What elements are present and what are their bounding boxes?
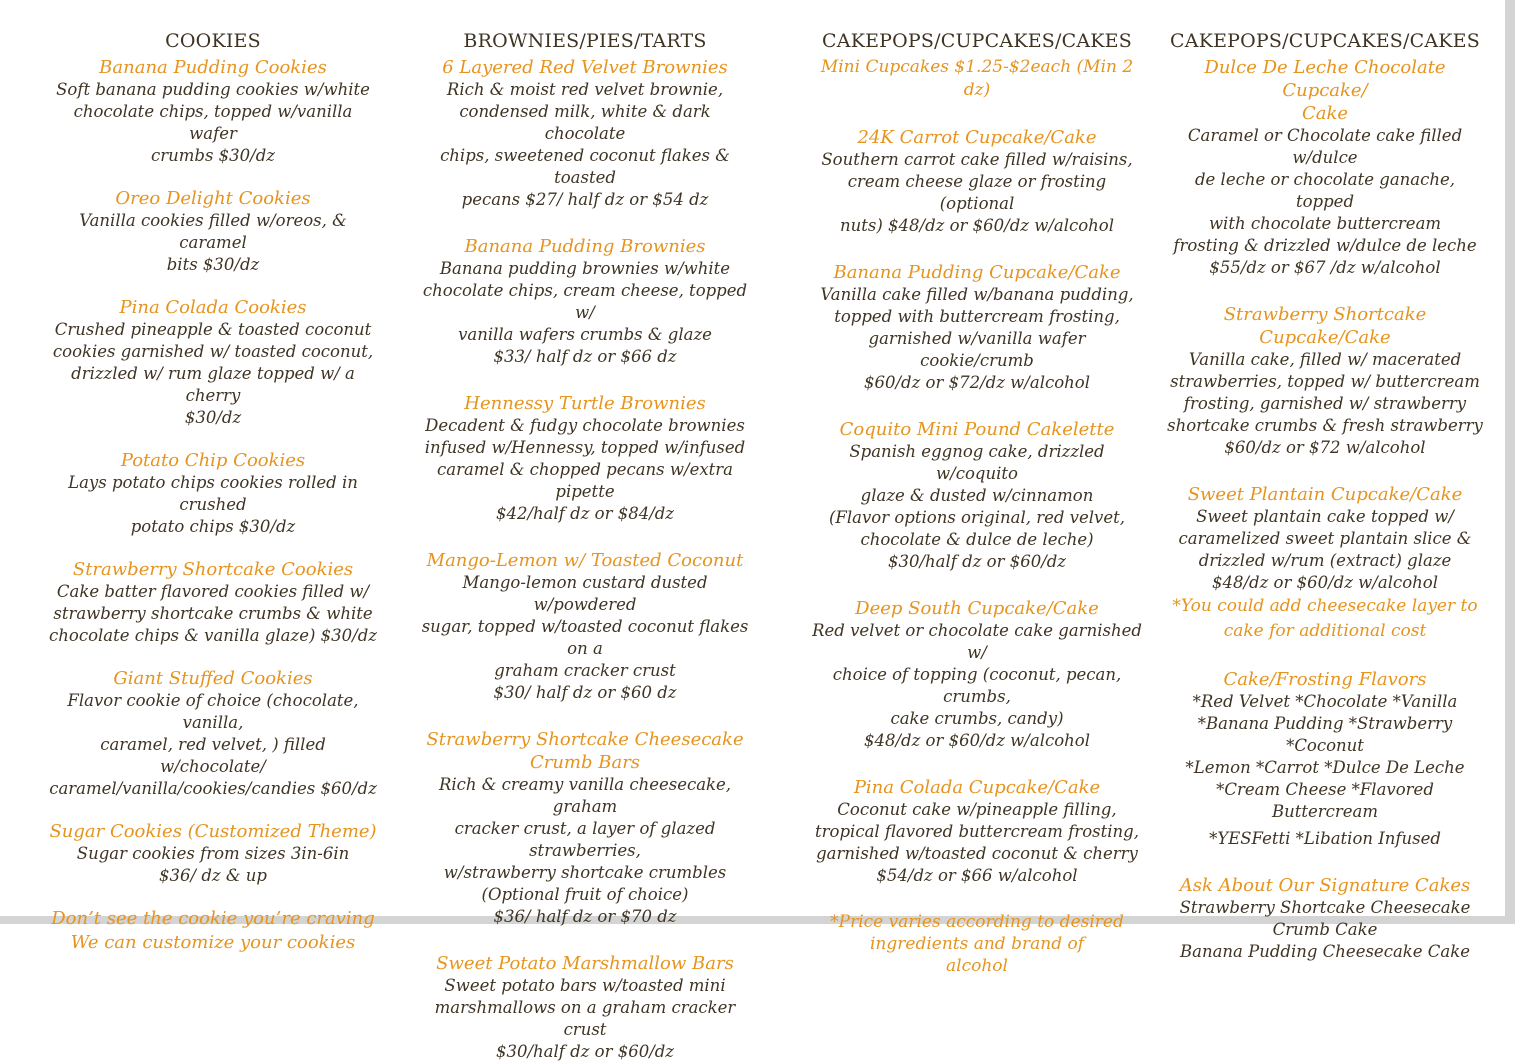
section-heading: BROWNIES/PIES/TARTS [463, 30, 707, 52]
column-cupcakes-1 [812, 26, 1142, 977]
flavors-title: Cake/Frosting Flavors [1223, 669, 1427, 690]
item-description: Cake batter flavored cookies filled w/ strawberry shortcake crumbs & white chocolate chips & vanilla glaze) $30/dz [49, 582, 377, 645]
item-title: Sweet Potato Marshmallow Bars [436, 953, 734, 974]
item-description: Soft banana pudding cookies w/white chocolate chips, topped w/vanilla wafer crumbs $30/dz [56, 80, 370, 165]
signature-title: Ask About Our Signature Cakes [1179, 875, 1471, 896]
column-cookies [48, 26, 378, 955]
item-title: Hennessy Turtle Brownies [464, 393, 706, 414]
item-title: 24K Carrot Cupcake/Cake [857, 127, 1097, 148]
item-title: Banana Pudding Cupcake/Cake [833, 262, 1121, 283]
item-title: Strawberry Shortcake Cheesecake Crumb Bars [426, 729, 744, 773]
item-title: Deep South Cupcake/Cake [855, 598, 1099, 619]
item-title: Pina Colada Cupcake/Cake [853, 777, 1101, 798]
flavors-list: *Red Velvet *Chocolate *Vanilla *Banana Pudding *Strawberry *Coconut *Lemon *Carrot *Dulce De Leche *Cream Cheese *Flavored Buttercream [1185, 692, 1465, 821]
item-title: Pina Colada Cookies [119, 297, 307, 318]
column-cupcakes-2 [1165, 26, 1485, 963]
item-description: Vanilla cake filled w/banana pudding, topped with buttercream frosting, garnished w/vanilla wafer cookie/crumb $60/dz or $72/dz w/alcohol [820, 285, 1134, 392]
item-description: Vanilla cookies filled w/oreos, & caramel bits $30/dz [79, 211, 347, 274]
item-description: Red velvet or chocolate cake garnished w/ choice of topping (coconut, pecan, crumbs, cake crumbs, candy) $48/dz or $60/dz w/alcohol [812, 621, 1142, 750]
item-title: Banana Pudding Brownies [464, 236, 706, 257]
item-description: Crushed pineapple & toasted coconut cookies garnished w/ toasted coconut, drizzled w/ rum glaze topped w/ a cherry $30/dz [52, 320, 374, 427]
item-description: Spanish eggnog cake, drizzled w/coquito glaze & dusted w/cinnamon (Flavor options original, red velvet, chocolate & dulce de leche) $30/half dz or $60/dz [828, 442, 1126, 571]
signature-list: Strawberry Shortcake Cheesecake Crumb Cake Banana Pudding Cheesecake Cake [1179, 898, 1471, 961]
item-description: Banana pudding brownies w/white chocolate chips, cream cheese, topped w/ vanilla wafers crumbs & glaze $33/ half dz or $66 dz [422, 259, 748, 366]
price-note: *Price varies according to desired ingredients and brand of alcohol [830, 912, 1124, 976]
item-description: Sweet plantain cake topped w/ caramelized sweet plantain slice & drizzled w/rum (extract) glaze $48/dz or $60/dz w/alcohol [1178, 507, 1472, 592]
item-description: Vanilla cake, filled w/ macerated strawberries, topped w/ buttercream frosting, garnished w/ strawberry shortcake crumbs & fresh strawberry $60/dz or $72 w/alcohol [1167, 350, 1483, 457]
cheesecake-note: *You could add cheesecake layer to cake for additional cost [1172, 596, 1478, 641]
item-title: Sweet Plantain Cupcake/Cake [1187, 484, 1463, 505]
item-title: Mango-Lemon w/ Toasted Coconut [426, 550, 744, 571]
item-description: Caramel or Chocolate cake filled w/dulce de leche or chocolate ganache, topped with chocolate buttercream frosting & drizzled w/dulce de leche $55/dz or $67 /dz w/alcohol [1173, 126, 1477, 277]
item-description: Coconut cake w/pineapple filling, tropical flavored buttercream frosting, garnished w/toasted coconut & cherry $54/dz or $66 w/alcohol [815, 800, 1139, 885]
flavors-extra: *YESFetti *Libation Infused [1209, 829, 1441, 848]
item-title: Banana Pudding Cookies [99, 57, 327, 78]
item-title: 6 Layered Red Velvet Brownies [442, 57, 728, 78]
item-title: Coquito Mini Pound Cakelette [839, 419, 1115, 440]
column-brownies [420, 26, 750, 1063]
item-description: Sugar cookies from sizes 3in-6in $36/ dz & up [76, 844, 350, 885]
item-description: Rich & moist red velvet brownie, condensed milk, white & dark chocolate chips, sweetened coconut flakes & toasted pecans $27/ half dz or $54 dz [440, 80, 730, 209]
item-title: Strawberry Shortcake Cookies [72, 559, 354, 580]
item-description: Rich & creamy vanilla cheesecake, graham cracker crust, a layer of glazed strawberries, w/strawberry shortcake crumbles (Optional fruit of choice) $36/ half dz or $70 dz [438, 775, 732, 926]
item-description: Sweet potato bars w/toasted mini marshmallows on a graham cracker crust $30/half dz or $60/dz [434, 976, 736, 1061]
item-title: Sugar Cookies (Customized Theme) [49, 821, 377, 842]
item-description: Mango-lemon custard dusted w/powdered sugar, topped w/toasted coconut flakes on a graham cracker crust $30/ half dz or $60 dz [421, 573, 749, 702]
mini-cupcakes-line: Mini Cupcakes $1.25-$2each (Min 2 dz) [820, 57, 1134, 100]
section-heading: COOKIES [165, 30, 261, 52]
item-title: Potato Chip Cookies [120, 450, 306, 471]
item-title: Giant Stuffed Cookies [113, 668, 313, 689]
section-heading: CAKEPOPS/CUPCAKES/CAKES [822, 30, 1132, 52]
custom-cookie-note: Don’t see the cookie you’re craving We can customize your cookies [51, 908, 375, 953]
section-heading: CAKEPOPS/CUPCAKES/CAKES [1170, 30, 1480, 52]
item-description: Flavor cookie of choice (chocolate, vanilla, caramel, red velvet, ) filled w/chocolate/ caramel/vanilla/cookies/candies $60/dz [49, 691, 377, 798]
item-title: Oreo Delight Cookies [115, 188, 311, 209]
item-description: Lays potato chips cookies rolled in crushed potato chips $30/dz [68, 473, 358, 536]
item-description: Decadent & fudgy chocolate brownies infused w/Hennessy, topped w/infused caramel & chopped pecans w/extra pipette $42/half dz or $84/dz [424, 416, 746, 523]
item-description: Southern carrot cake filled w/raisins, cream cheese glaze or frosting (optional nuts) $48/dz or $60/dz w/alcohol [821, 150, 1133, 235]
item-title: Dulce De Leche Chocolate Cupcake/ Cake [1204, 57, 1446, 124]
item-title: Strawberry Shortcake Cupcake/Cake [1223, 304, 1427, 348]
